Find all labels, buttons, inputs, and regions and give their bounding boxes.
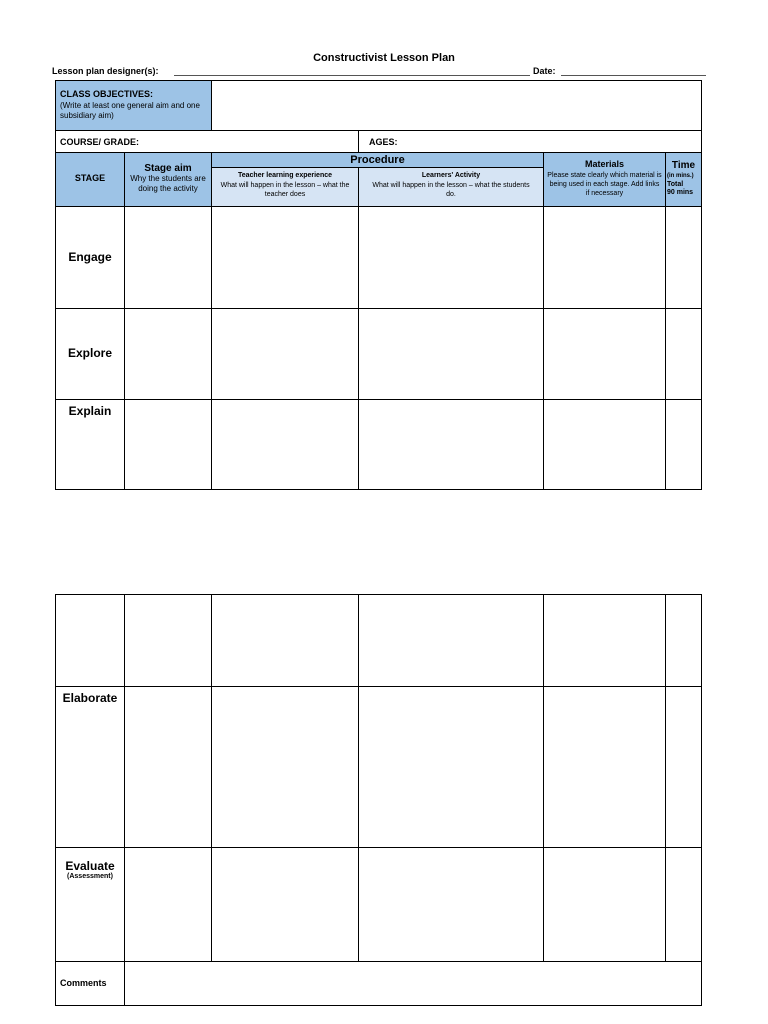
- comments-field[interactable]: [124, 961, 702, 1006]
- designer-label: Lesson plan designer(s):: [52, 66, 159, 76]
- explore-learners-field[interactable]: [358, 308, 544, 400]
- objectives-field[interactable]: [211, 80, 702, 131]
- engage-aim-field[interactable]: [124, 206, 212, 309]
- evaluate-stage-cell: [55, 847, 125, 962]
- explore-aim-field[interactable]: [124, 308, 212, 400]
- course-cell[interactable]: [55, 130, 359, 153]
- document-title: Constructivist Lesson Plan: [313, 52, 455, 64]
- evaluate-sublabel: (Assessment): [67, 873, 113, 880]
- evaluate-label: Evaluate: [65, 859, 115, 873]
- stage-aim-header: [124, 152, 212, 207]
- engage-materials-field[interactable]: [543, 206, 666, 309]
- continued-time-field[interactable]: [665, 594, 702, 687]
- learners-label: Learners' Activity: [421, 172, 481, 179]
- explain-teacher-field[interactable]: [211, 399, 359, 490]
- elaborate-label: Elaborate: [62, 691, 118, 705]
- procedure-label: Procedure: [350, 154, 405, 166]
- time-total: Total: [667, 181, 684, 188]
- elaborate-aim-field[interactable]: [124, 686, 212, 848]
- explain-materials-field[interactable]: [543, 399, 666, 490]
- explore-stage-cell: [55, 308, 125, 400]
- explore-materials-field[interactable]: [543, 308, 666, 400]
- engage-learners-field[interactable]: [358, 206, 544, 309]
- date-label: Date:: [533, 66, 556, 76]
- evaluate-aim-field[interactable]: [124, 847, 212, 962]
- time-label: Time: [671, 160, 696, 171]
- ages-label: AGES:: [369, 137, 398, 147]
- teacher-label: Teacher learning experience: [237, 172, 333, 179]
- time-mins: 90 mins: [667, 189, 694, 196]
- course-label: COURSE/ GRADE:: [60, 137, 140, 147]
- continued-materials-field[interactable]: [543, 594, 666, 687]
- evaluate-learners-field[interactable]: [358, 847, 544, 962]
- comments-label-cell: [55, 961, 125, 1006]
- explain-aim-field[interactable]: [124, 399, 212, 490]
- stage-aim-desc: Why the students are doing the activity: [130, 174, 206, 193]
- materials-desc: Please state clearly which material is being used in each stage. Add links if necessary: [547, 172, 662, 197]
- explain-stage-cell: [55, 399, 125, 490]
- stage-header-label: STAGE: [74, 173, 106, 183]
- learners-desc: What will happen in the lesson – what the students do.: [372, 182, 530, 198]
- time-header: [665, 152, 702, 207]
- evaluate-time-field[interactable]: [665, 847, 702, 962]
- stage-aim-label: Stage aim: [144, 163, 192, 174]
- comments-label: Comments: [60, 978, 107, 988]
- continued-teacher-field[interactable]: [211, 594, 359, 687]
- ages-cell[interactable]: [358, 130, 702, 153]
- explore-teacher-field[interactable]: [211, 308, 359, 400]
- materials-label: Materials: [584, 159, 625, 169]
- evaluate-materials-field[interactable]: [543, 847, 666, 962]
- teacher-header: [211, 167, 359, 207]
- explain-learners-field[interactable]: [358, 399, 544, 490]
- elaborate-learners-field[interactable]: [358, 686, 544, 848]
- elaborate-time-field[interactable]: [665, 686, 702, 848]
- objectives-label-cell: [55, 80, 212, 131]
- continued-stage-cell: [55, 594, 125, 687]
- elaborate-stage-cell: [55, 686, 125, 848]
- explore-time-field[interactable]: [665, 308, 702, 400]
- explain-label: Explain: [68, 404, 112, 418]
- engage-teacher-field[interactable]: [211, 206, 359, 309]
- engage-time-field[interactable]: [665, 206, 702, 309]
- continued-aim-field[interactable]: [124, 594, 212, 687]
- teacher-desc: What will happen in the lesson – what the teacher does: [220, 182, 350, 198]
- objectives-hint: (Write at least one general aim and one subsidiary aim): [60, 101, 200, 120]
- elaborate-materials-field[interactable]: [543, 686, 666, 848]
- engage-label: Engage: [68, 250, 112, 264]
- materials-header: [543, 152, 666, 207]
- elaborate-teacher-field[interactable]: [211, 686, 359, 848]
- objectives-label: CLASS OBJECTIVES:: [60, 89, 154, 99]
- engage-stage-cell: [55, 206, 125, 309]
- explore-label: Explore: [67, 346, 112, 360]
- date-field[interactable]: [561, 75, 706, 76]
- time-unit: (in mins.): [667, 173, 694, 179]
- explain-time-field[interactable]: [665, 399, 702, 490]
- procedure-header: [211, 152, 544, 168]
- evaluate-teacher-field[interactable]: [211, 847, 359, 962]
- designer-field[interactable]: [174, 75, 530, 76]
- learners-header: [358, 167, 544, 207]
- stage-header: [55, 152, 125, 207]
- continued-learners-field[interactable]: [358, 594, 544, 687]
